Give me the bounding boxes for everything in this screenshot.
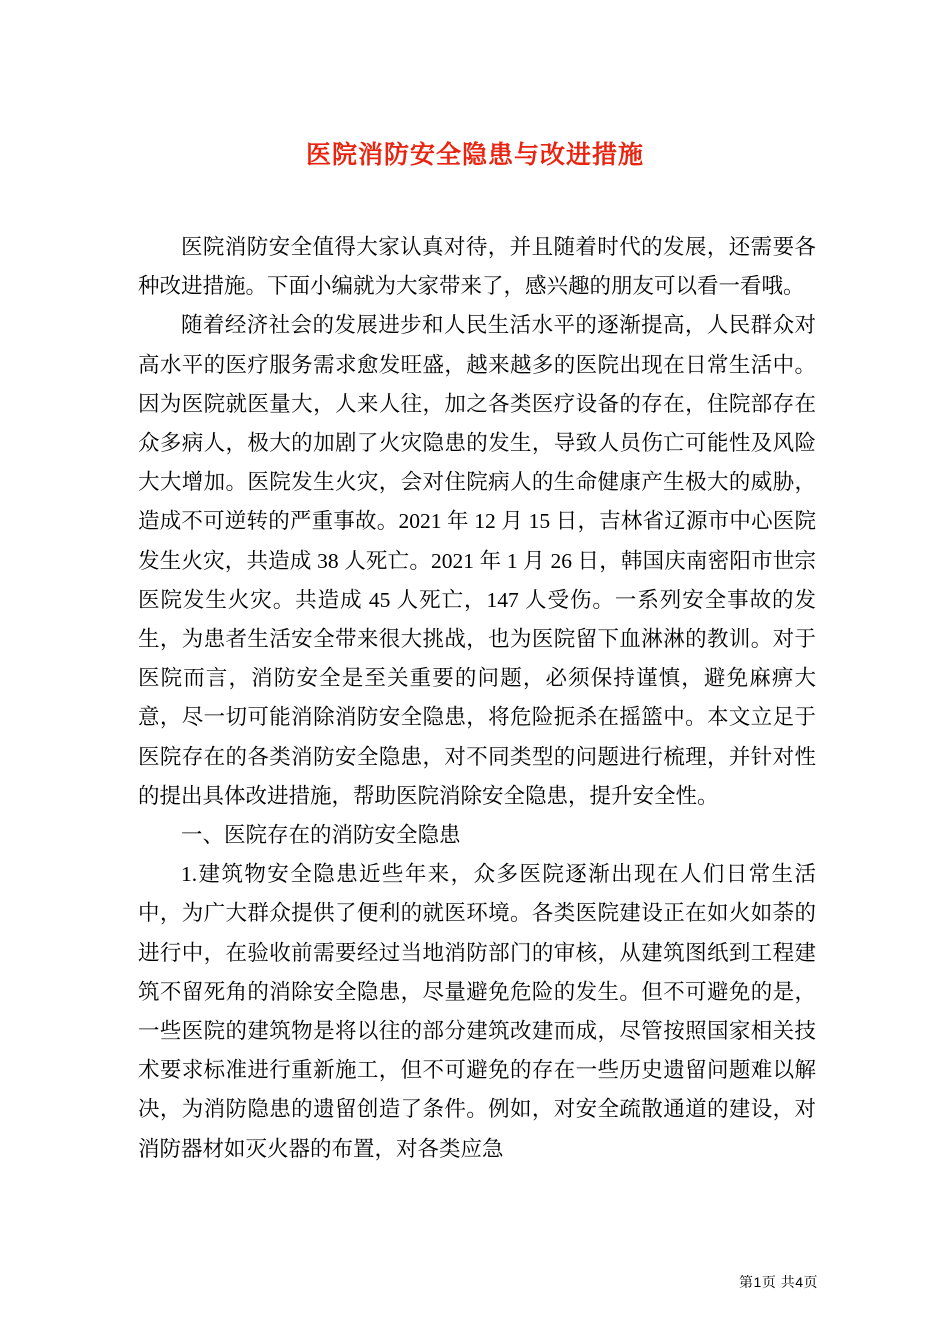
paragraph-background: 随着经济社会的发展进步和人民生活水平的逐渐提高，人民群众对高水平的医疗服务需求愈发旺盛，越来越多的医院出现在日常生活中。因为医院就医量大，人来人往，加之各类医疗设备的存在，住院部存在众多病人，极大的加剧了火灾隐患的发生，导致人员伤亡可能性及风险大大增加。医院发生火灾，会对住院病人的生命健康产生极大的威胁，造成不可逆转的严重事故。2021 年 12 月 15 日，吉林省辽源市中心医院发生火灾，共造成 38 人死亡。2021 年 1 月 26 日，韩国庆南密阳市世宗医院发生火灾。共造成 45 人死亡，147 人受伤。一系列安全事故的发生，为患者生活安全带来很大挑战，也为医院留下血淋淋的教训。对于医院而言，消防安全是至关重要的问题，必须保持谨慎，避免麻痹大意，尽一切可能消除消防安全隐患，将危险扼杀在摇篮中。本文立足于医院存在的各类消防安全隐患，对不同类型的问题进行梳理，并针对性的提出具体改进措施，帮助医院消除安全隐患，提升安全性。 xyxy=(138,313,816,808)
page-footer: 第1页 共4页 xyxy=(739,1274,818,1290)
paragraph-section-heading-1: 一、医院存在的消防安全隐患 xyxy=(181,823,461,848)
page-title: 医院消防安全隐患与改进措施 xyxy=(305,141,644,169)
document-body xyxy=(138,228,816,1169)
paragraph-subsection-1: 1.建筑物安全隐患近些年来，众多医院逐渐出现在人们日常生活中，为广大群众提供了便利的就医环境。各类医院建设正在如火如荼的进行中，在验收前需要经过当地消防部门的审核，从建筑图纸到工程建筑不留死角的消除安全隐患，尽量避免危险的发生。但不可避免的是，一些医院的建筑物是将以往的部分建筑改建而成，尽管按照国家相关技术要求标准进行重新施工，但不可避免的存在一些历史遗留问题难以解决，为消防隐患的遗留创造了条件。例如，对安全疏散通道的建设，对消防器材如灭火器的布置，对各类应急 xyxy=(138,862,816,1161)
paragraph-intro: 医院消防安全值得大家认真对待，并且随着时代的发展，还需要各种改进措施。下面小编就为大家带来了，感兴趣的朋友可以看一看哦。 xyxy=(138,235,816,299)
